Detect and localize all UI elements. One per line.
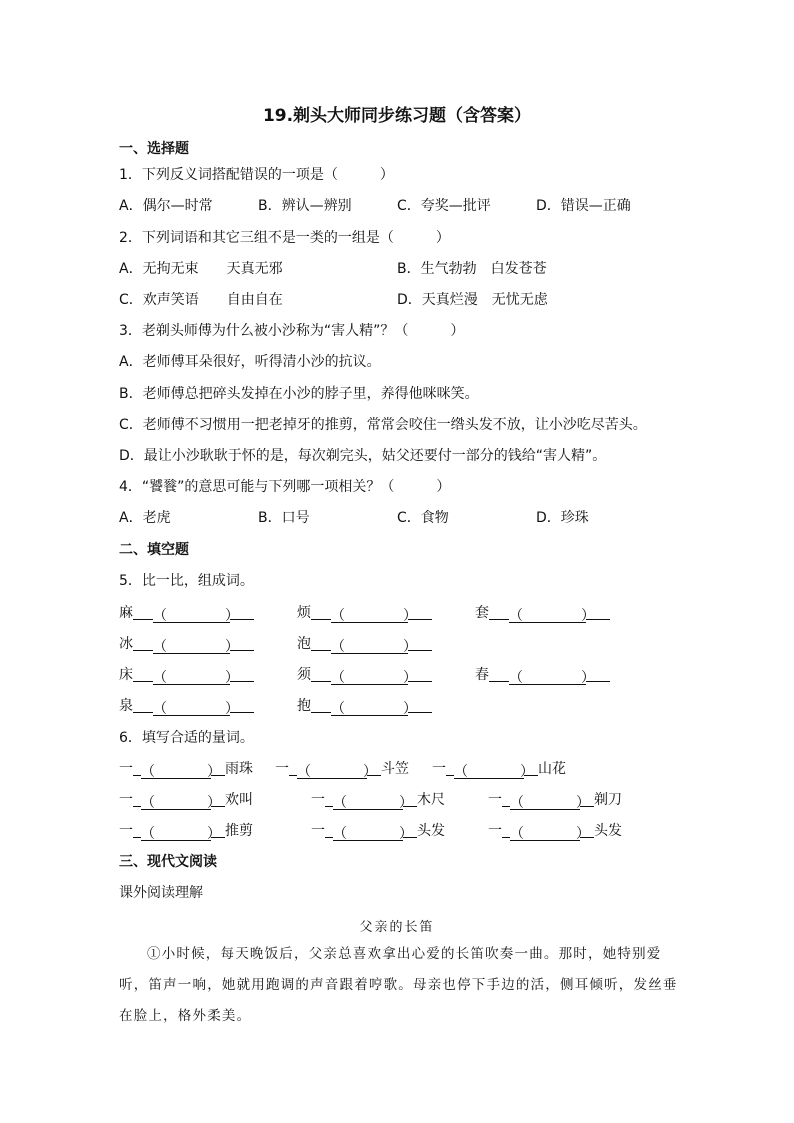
q6-answer-blank[interactable]: （ ） xyxy=(141,764,221,780)
q1-option-c: C．夸奖—批评 xyxy=(397,198,491,214)
q5-item-chuang xyxy=(119,666,254,685)
q5-char: 床 xyxy=(119,667,133,683)
q5-item-chun xyxy=(475,666,610,685)
reading-label: 课外阅读理解 xyxy=(119,885,203,901)
question-5-stem: 5．比一比，组成词。 xyxy=(119,573,254,589)
question-1-stem: 1．下列反义词搭配错误的一项是（ ） xyxy=(119,167,394,183)
q5-answer-blank[interactable]: （ ） xyxy=(331,670,417,686)
section-fill-heading: 二、填空题 xyxy=(119,542,189,558)
q4-option-b: B．口号 xyxy=(258,510,310,526)
q6-answer-blank[interactable]: （ ） xyxy=(141,795,221,811)
q6-answer-blank[interactable]: （ ） xyxy=(454,764,534,780)
q5-char: 烦 xyxy=(297,605,311,621)
q5-char: 冰 xyxy=(119,636,133,652)
q5-item-fan xyxy=(297,604,432,623)
q2-option-c: C．欢声笑语 自由自在 xyxy=(119,292,283,308)
q5-answer-blank[interactable]: （ ） xyxy=(153,701,239,717)
q3-option-b: B．老师傅总把碎头发掉在小沙的脖子里，养得他咪咪笑。 xyxy=(119,386,479,402)
question-4-stem: 4．“饕餮”的意思可能与下列哪一项相关？（ ） xyxy=(119,479,451,495)
q5-char: 春 xyxy=(475,667,489,683)
q5-answer-blank[interactable]: （ ） xyxy=(509,670,595,686)
question-3-stem: 3．老剃头师傅为什么被小沙称为“害人精”？（ ） xyxy=(119,323,465,339)
q1-option-d: D．错误—正确 xyxy=(536,198,631,214)
q6-item-toufa-1: 一 （ ） 头发 xyxy=(311,823,445,842)
q3-option-d: D．最让小沙耿耿于怀的是，每次剃完头，姑父还要付一部分的钱给“害人精”。 xyxy=(119,448,607,464)
article-paragraph-1: ①小时候，每天晚饭后，父亲总喜欢拿出心爱的长笛吹奏一曲。那时，她特别爱听，笛声一响，她就用跑调的声音跟着哼歌。母亲也停下手边的活，侧耳倾听，发丝垂在脸上，格外柔美。 xyxy=(119,946,678,1024)
q5-answer-blank[interactable]: （ ） xyxy=(153,670,239,686)
q3-option-a: A．老师傅耳朵很好，听得清小沙的抗议。 xyxy=(119,354,381,370)
q5-item-pao xyxy=(297,635,432,654)
q5-char: 麻 xyxy=(119,605,133,621)
q2-option-d: D．天真烂漫 无忧无虑 xyxy=(397,292,548,308)
q6-item-muchi: 一 （ ） 木尺 xyxy=(311,792,445,811)
q5-answer-blank[interactable]: （ ） xyxy=(331,639,417,655)
q6-item-douli: 一 （ ） 斗笠 xyxy=(275,761,409,780)
question-2-stem: 2．下列词语和其它三组不是一类的一组是（ ） xyxy=(119,230,450,246)
q5-item-tao xyxy=(475,604,610,623)
section-choice-heading: 一、选择题 xyxy=(119,141,189,157)
section-reading-heading: 三、现代文阅读 xyxy=(119,854,217,870)
q5-answer-blank[interactable]: （ ） xyxy=(153,639,239,655)
q5-char: 泡 xyxy=(297,636,311,652)
q5-answer-blank[interactable]: （ ） xyxy=(153,608,239,624)
q4-option-a: A．老虎 xyxy=(119,510,171,526)
q6-answer-blank[interactable]: （ ） xyxy=(510,795,590,811)
q4-option-c: C．食物 xyxy=(397,510,449,526)
page-title: 19.剃头大师同步练习题（含答案） xyxy=(262,106,532,126)
question-6-stem: 6．填写合适的量词。 xyxy=(119,730,254,746)
q5-item-xu xyxy=(297,666,432,685)
q6-answer-blank[interactable]: （ ） xyxy=(333,795,413,811)
q5-item-bing xyxy=(119,635,254,654)
q6-answer-blank[interactable]: （ ） xyxy=(333,826,413,842)
q6-answer-blank[interactable]: （ ） xyxy=(510,826,590,842)
q5-item-quan xyxy=(119,697,254,716)
q5-answer-blank[interactable]: （ ） xyxy=(331,608,417,624)
article-passage xyxy=(119,939,679,1032)
q5-answer-blank[interactable]: （ ） xyxy=(331,701,417,717)
q2-option-b: B．生气勃勃 白发苍苍 xyxy=(397,261,547,277)
q6-item-huanjiao: 一 （ ） 欢叫 xyxy=(119,792,253,811)
q5-item-ma xyxy=(119,604,254,623)
q5-char: 套 xyxy=(475,605,489,621)
q6-item-yuzhu: 一 （ ） 雨珠 xyxy=(119,761,253,780)
q5-item-bao xyxy=(297,697,432,716)
q1-option-a: A．偶尔—时常 xyxy=(119,198,213,214)
q5-char: 须 xyxy=(297,667,311,683)
q5-answer-blank[interactable]: （ ） xyxy=(509,608,595,624)
q4-option-d: D．珍珠 xyxy=(536,510,589,526)
q6-answer-blank[interactable]: （ ） xyxy=(297,764,377,780)
q1-option-b: B．辨认—辨别 xyxy=(258,198,352,214)
q3-option-c: C．老师傅不习惯用一把老掉牙的推剪，常常会咬住一绺头发不放，让小沙吃尽苦头。 xyxy=(119,417,647,433)
q6-item-tidao: 一 （ ） 剃刀 xyxy=(488,792,622,811)
q5-char: 抱 xyxy=(297,698,311,714)
article-title: 父亲的长笛 xyxy=(359,920,435,935)
q6-item-shanhua: 一 （ ） 山花 xyxy=(432,761,566,780)
q5-char: 泉 xyxy=(119,698,133,714)
q6-item-toufa-2: 一 （ ） 头发 xyxy=(488,823,622,842)
q6-answer-blank[interactable]: （ ） xyxy=(141,826,221,842)
q6-item-tuijian: 一 （ ） 推剪 xyxy=(119,823,253,842)
q2-option-a: A．无拘无束 天真无邪 xyxy=(119,261,283,277)
